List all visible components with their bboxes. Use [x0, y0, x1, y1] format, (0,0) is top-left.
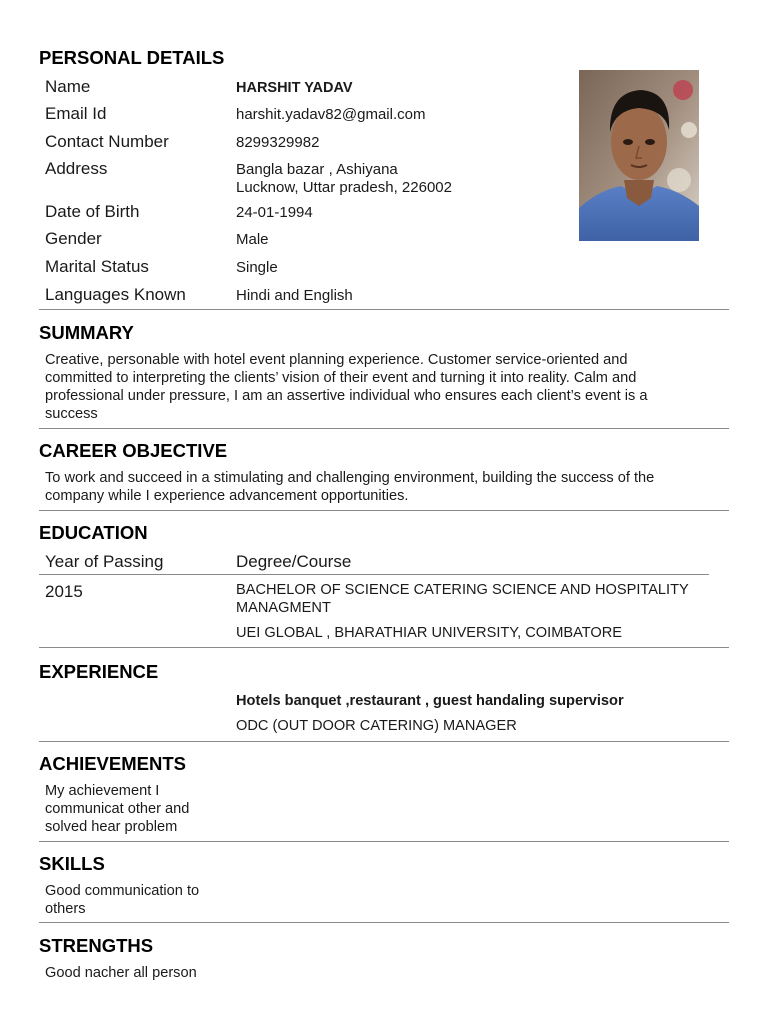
achievement-line: My achievement I: [45, 783, 160, 799]
divider: [39, 922, 729, 923]
skills-heading: SKILLS: [39, 853, 105, 874]
education-year: 2015: [45, 582, 83, 601]
value-marital: Single: [236, 259, 278, 276]
value-address-line1: Bangla bazar , Ashiyana: [236, 161, 398, 178]
value-address-line2: Lucknow, Uttar pradesh, 226002: [236, 179, 452, 196]
education-degree-line2: MANAGMENT: [236, 600, 331, 616]
summary-line: success: [45, 406, 98, 422]
education-col-degree: Degree/Course: [236, 552, 352, 571]
education-institution: UEI GLOBAL , BHARATHIAR UNIVERSITY, COIMBATORE: [236, 625, 623, 641]
value-name: HARSHIT YADAV: [236, 80, 353, 96]
summary-line: professional under pressure, I am an assertive individual who ensures each client’s event is a: [45, 388, 648, 404]
divider: [39, 309, 729, 310]
label-email: Email Id: [45, 104, 107, 123]
career-objective-heading: CAREER OBJECTIVE: [39, 440, 228, 461]
label-dob: Date of Birth: [45, 202, 140, 221]
value-languages: Hindi and English: [236, 287, 353, 304]
skill-line: Good communication to: [45, 883, 200, 899]
divider: [39, 841, 729, 842]
summary-line: Creative, personable with hotel event planning experience. Customer service-oriented and: [45, 352, 628, 368]
experience-heading: EXPERIENCE: [39, 661, 159, 682]
divider: [39, 510, 729, 511]
divider: [39, 741, 729, 742]
profile-photo: [579, 70, 699, 241]
strength-line: Good nacher all person: [45, 965, 197, 981]
label-contact: Contact Number: [45, 132, 169, 151]
achievements-heading: ACHIEVEMENTS: [39, 753, 186, 774]
value-gender: Male: [236, 231, 269, 248]
value-contact: 8299329982: [236, 134, 320, 151]
profile-photo-image: [579, 70, 699, 241]
achievement-line: communicat other and: [45, 801, 190, 817]
education-degree-line1: BACHELOR OF SCIENCE CATERING SCIENCE AND HOSPITALITY: [236, 582, 689, 598]
summary-heading: SUMMARY: [39, 322, 134, 343]
strengths-heading: STRENGTHS: [39, 935, 154, 956]
education-col-year: Year of Passing: [45, 552, 164, 571]
value-email: harshit.yadav82@gmail.com: [236, 106, 426, 123]
divider: [39, 647, 729, 648]
label-languages: Languages Known: [45, 285, 186, 304]
objective-line: company while I experience advancement opportunities.: [45, 488, 409, 504]
personal-details-heading: PERSONAL DETAILS: [39, 47, 225, 68]
label-address: Address: [45, 159, 108, 178]
experience-role: Hotels banquet ,restaurant , guest handaling supervisor: [236, 693, 624, 709]
value-dob: 24-01-1994: [236, 204, 313, 221]
label-name: Name: [45, 77, 91, 96]
education-heading: EDUCATION: [39, 522, 148, 543]
achievement-line: solved hear problem: [45, 819, 178, 835]
experience-position: ODC (OUT DOOR CATERING) MANAGER: [236, 718, 517, 734]
skill-line: others: [45, 901, 86, 917]
education-header-divider: [39, 574, 709, 575]
summary-line: committed to interpreting the clients’ vision of their event and turning it into reality. Calm and: [45, 370, 637, 386]
divider: [39, 428, 729, 429]
objective-line: To work and succeed in a stimulating and challenging environment, building the success of the: [45, 470, 655, 486]
label-marital: Marital Status: [45, 257, 149, 276]
label-gender: Gender: [45, 229, 102, 248]
